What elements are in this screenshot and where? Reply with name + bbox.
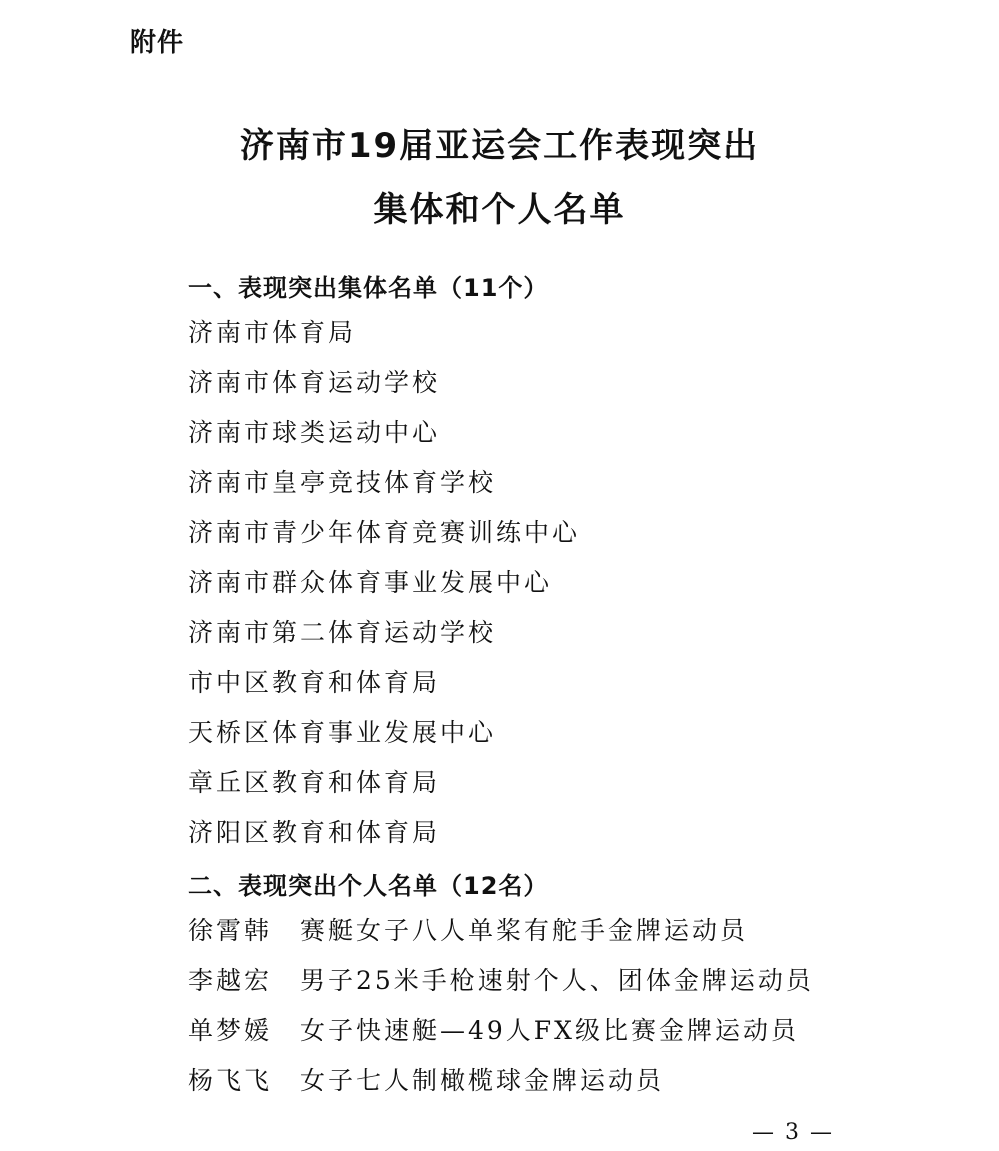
individual-list <box>188 914 814 1114</box>
collective-item: 济南市体育运动学校 <box>188 368 441 397</box>
collective-item: 天桥区体育事业发展中心 <box>188 718 497 747</box>
collective-item: 济南市群众体育事业发展中心 <box>188 568 553 597</box>
individual-description: 女子七人制橄榄球金牌运动员 <box>300 1066 665 1095</box>
individual-name: 李越宏 <box>188 966 273 995</box>
collective-item: 济南市球类运动中心 <box>188 418 441 447</box>
document-title-line-1: 济南市19届亚运会工作表现突出 <box>239 126 760 166</box>
section-heading-individuals: 二、表现突出个人名单（12名） <box>188 872 549 900</box>
individual-item <box>188 1064 814 1114</box>
collective-item: 济阳区教育和体育局 <box>188 818 441 847</box>
individual-description: 男子25米手枪速射个人、团体金牌运动员 <box>300 966 814 995</box>
collective-item: 济南市第二体育运动学校 <box>188 618 497 647</box>
individual-description: 女子快速艇—49人FX级比赛金牌运动员 <box>300 1016 799 1045</box>
individual-item <box>188 964 814 1014</box>
section-heading-collectives: 一、表现突出集体名单（11个） <box>188 274 549 302</box>
collective-item: 济南市体育局 <box>188 318 357 347</box>
attachment-label: 附件 <box>130 28 185 58</box>
individual-name: 杨飞飞 <box>188 1066 273 1095</box>
collective-item: 市中区教育和体育局 <box>188 668 441 697</box>
individual-name: 单梦媛 <box>188 1016 273 1045</box>
individual-item <box>188 1014 814 1064</box>
collective-list <box>188 316 580 866</box>
individual-item <box>188 914 814 964</box>
individual-description: 赛艇女子八人单桨有舵手金牌运动员 <box>300 916 749 945</box>
individual-name: 徐霄韩 <box>188 916 273 945</box>
collective-item: 济南市青少年体育竞赛训练中心 <box>188 518 581 547</box>
collective-item: 章丘区教育和体育局 <box>188 768 441 797</box>
document-title-line-2: 集体和个人名单 <box>373 190 626 230</box>
page-number: — 3 — <box>752 1120 834 1145</box>
collective-item: 济南市皇亭竞技体育学校 <box>188 468 497 497</box>
